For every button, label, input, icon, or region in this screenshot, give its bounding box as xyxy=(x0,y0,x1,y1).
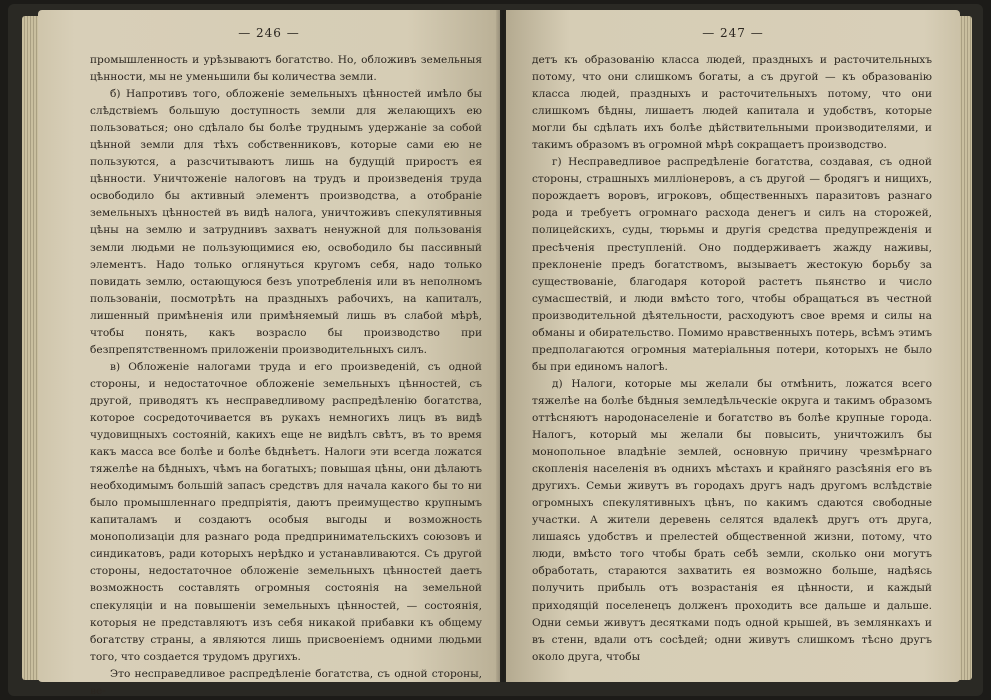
right-page-text xyxy=(532,52,932,666)
right-page xyxy=(506,10,960,682)
paragraph: б) Напротивъ того, обложеніе земельныхъ цѣнностей имѣло бы слѣдствіемъ большую доступность земли для желающихъ ею пользоваться; оно сдѣлало бы болѣе труднымъ удержаніе за собой цѣнной земли для тѣхъ собственниковъ, которые сами ею не пользуются, а разсчитываютъ лишь на будущій приростъ ея цѣнности. Уничтоженіе налоговъ на трудъ и произведенія труда освободило бы активный элементъ производства, а отобраніе земельныхъ цѣнностей въ видѣ налога, уничтоживъ спекулятивныя цѣны на землю и затруднивъ захватъ ненужной для пользованія земли людьми не пользующимися ею, освободило бы пассивный элементъ. Надо только оглянуться кругомъ себя, надо только повидать землю, остающуюся безъ употребленія или въ неполномъ пользованіи, посмотрѣть на праздныхъ рабочихъ, на капиталъ, лишенный примѣненія или примѣняемый лишь въ слабой мѣрѣ, чтобы понять, какъ возрасло бы производство при безпрепятственномъ приложеніи производительныхъ силъ. xyxy=(90,88,482,356)
open-book xyxy=(8,4,983,696)
paragraph: д) Налоги, которые мы желали бы отмѣнить, ложатся всего тяжелѣе на болѣе бѣдныя земледѣльческіе округа и такимъ образомъ оттѣсняютъ народонаселеніе и богатство въ болѣе крупные города. Налогъ, который мы желали бы повысить, уничтожилъ бы монопольное владѣніе землей, основную причину чрезмѣрнаго скопленія населенія въ однихъ мѣстахъ и крайняго разсѣянія его въ другихъ. Семьи живутъ въ городахъ другъ надъ другомъ вслѣдствіе огромныхъ спекулятивныхъ цѣнъ, по какимъ сдаются свободные участки. А жители деревень селятся вдалекѣ другъ отъ друга, лишаясь удобствъ и прелестей общественной жизни, потому, что люди, вмѣсто того чтобы брать себѣ земли, сколько они могутъ обработать, стараются захватить ея возможно больше, надѣясь получить прибыль отъ возрастанія ея цѣнности, и каждый приходящій поселенецъ долженъ проходить все дальше и дальше. Одни семьи живутъ десятками подъ одной крышей, въ землянкахъ и въ стенн, вдали отъ сосѣдей; одни живутъ слишкомъ тѣсно другъ около друга, чтобы xyxy=(532,377,932,663)
left-page-text xyxy=(90,52,482,700)
paragraph: детъ къ образованію класса людей, праздныхъ и расточительныхъ потому, что они слишкомъ богаты, а съ другой — къ образованію класса людей, праздныхъ и расточительныхъ потому, что они слишкомъ бѣдны, лишаетъ людей капитала и удобствъ, которые могли бы сдѣлать ихъ болѣе дѣйствительными производителями, и такимъ образомъ въ огромной мѣрѣ сокращаетъ производство. xyxy=(532,54,932,152)
paragraph: промышленность и урѣзываютъ богатство. Но, обложивъ земельныя цѣнности, мы не уменьшили бы количества земли. xyxy=(90,54,482,84)
left-page-number: — 246 — xyxy=(238,26,300,40)
right-page-number: — 247 — xyxy=(702,26,764,40)
paragraph: г) Несправедливое распредѣленіе богатства, создавая, съ одной стороны, страшныхъ милліонеровъ, а съ другой — бродягъ и нищихъ, порождаетъ воровъ, игроковъ, общественныхъ паразитовъ разнаго рода и требуетъ огромнаго расхода денегъ и силъ на сторожей, полицейскихъ, суды, тюрьмы и другія средства предупрежденія и пресѣченія преступленій. Оно поддерживаетъ жажду наживы, преклоненіе предъ богатствомъ, вызываетъ жестокую борьбу за существованіе, благодаря которой растетъ пьянство и число сумасшествій, и люди вмѣсто того, чтобы обращаться въ честной производительной дѣятельности, расходуютъ свое время и силы на обманы и обирательство. Помимо нравственныхъ потерь, всѣмъ этимъ предполагаются огромныя матеріальныя потери, которыхъ не было бы при единомъ налогѣ. xyxy=(532,156,932,373)
right-page-edges xyxy=(958,16,972,680)
paragraph: в) Обложеніе налогами труда и его произведеній, съ одной стороны, и недостаточное обложеніе земельныхъ цѣнностей, съ другой, приводятъ къ несправедливому распредѣленію богатства, которое сосредоточивается въ рукахъ немногихъ лицъ въ видѣ чудовищныхъ состояній, какихъ еще не видѣлъ свѣтъ, въ то время какъ масса все болѣе и болѣе бѣднѣетъ. Налоги эти всегда ложатся тяжелѣе на бѣдныхъ, чѣмъ на богатыхъ; повышая цѣны, они дѣлаютъ необходимымъ большій запасъ средствъ для начала какого бы то ни было промышленнаго предпріятія, даютъ преимущество крупнымъ капиталамъ и создаютъ особыя выгоды и возможность монополизаціи для разнаго рода предпринимательскихъ союзовъ и синдикатовъ, ради которыхъ нерѣдко и устанавливаются. Съ другой стороны, недостаточное обложеніе земельныхъ цѣнностей даетъ возможность составлять огромныя состоянія на земельной спекуляціи и на повышеніи земельныхъ цѣнностей, — состоянія, которыя не представляютъ изъ себя никакой прибавки къ общему богатству страны, а являются лишь присвоеніемъ одними людьми того, что создается трудомъ другихъ. xyxy=(90,360,482,663)
paragraph: Это несправедливое распредѣленіе богатства, съ одной стороны, ве- xyxy=(90,667,482,697)
left-page xyxy=(38,10,500,697)
